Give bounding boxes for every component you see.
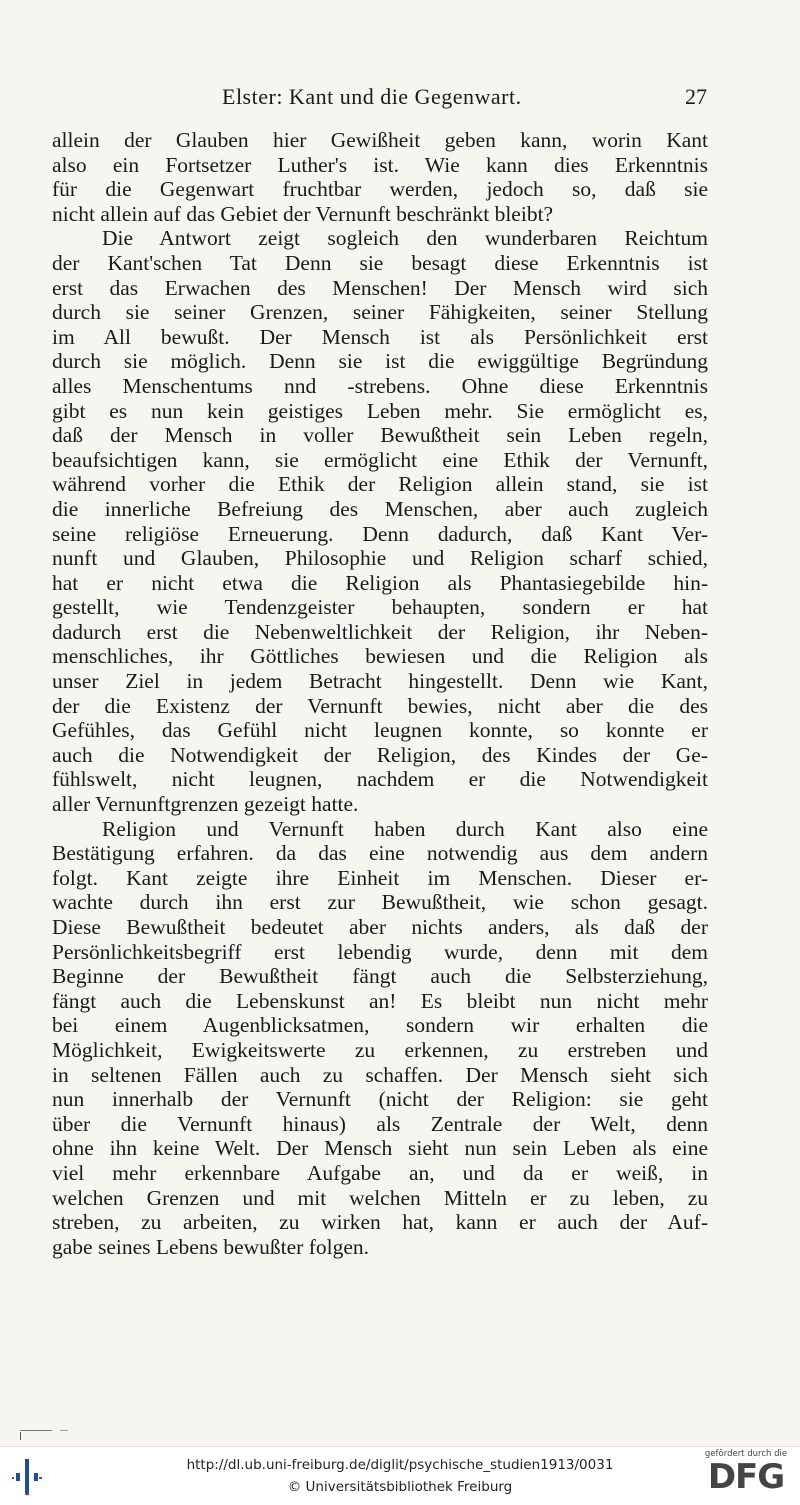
text-line: dadurch erst die Nebenweltlichkeit der Religion, ihr Neben-	[52, 619, 708, 644]
text-line: auch die Notwendigkeit der Religion, des Kindes der Ge-	[52, 742, 708, 767]
text-line: durch sie seiner Grenzen, seiner Fähigkeiten, seiner Stellung	[52, 300, 708, 325]
text-line: Gefühles, das Gefühl nicht leugnen konnte, so konnte er	[52, 718, 708, 743]
dfg-caption: gefördert durch die	[704, 1449, 788, 1459]
text-line: daß der Mensch in voller Bewußtheit sein Leben regeln,	[52, 423, 708, 448]
text-line: durch sie möglich. Denn sie ist die ewiggültige Begründung	[52, 349, 708, 374]
text-line: gabe seines Lebens bewußter folgen.	[52, 1234, 370, 1259]
viewer-footer	[0, 1446, 800, 1505]
text-line: beaufsichtigen kann, sie ermöglicht eine Ethik der Vernunft,	[52, 447, 708, 472]
text-line: während vorher die Ethik der Religion allein stand, sie ist	[52, 472, 708, 497]
text-line: wachte durch ihn erst zur Bewußtheit, wie schon gesagt.	[52, 890, 708, 915]
page-number: 27	[685, 84, 707, 109]
paragraph	[52, 128, 708, 226]
paragraph	[52, 226, 708, 816]
text-line: in seltenen Fällen auch zu schaffen. Der Mensch sieht sich	[52, 1062, 708, 1087]
text-line: erst das Erwachen des Menschen! Der Mensch wird sich	[52, 275, 708, 300]
text-line: Persönlichkeitsbegriff erst lebendig wurde, denn mit dem	[52, 939, 708, 964]
body-text	[52, 128, 708, 1259]
text-line: nicht allein auf das Gebiet der Vernunft beschränkt bleibt?	[52, 201, 554, 226]
text-line: Beginne der Bewußtheit fängt auch die Selbsterziehung,	[52, 964, 708, 989]
text-line: über die Vernunft hinaus) als Zentrale der Welt, denn	[52, 1111, 708, 1136]
text-line: allein der Glauben hier Gewißheit geben kann, worin Kant	[52, 128, 708, 152]
text-line: für die Gegenwart fruchtbar werden, jedoch so, daß sie	[52, 177, 708, 202]
text-line: hat er nicht etwa die Religion als Phantasiegebilde hin-	[52, 570, 708, 595]
text-line: folgt. Kant zeigte ihre Einheit im Menschen. Dieser er-	[52, 865, 708, 890]
text-line: bei einem Augenblicksatmen, sondern wir erhalten die	[52, 1013, 708, 1038]
text-line: menschliches, ihr Göttliches bewiesen und die Religion als	[52, 644, 708, 669]
text-line: nunft und Glauben, Philosophie und Religion scharf schied,	[52, 546, 708, 571]
page-header	[0, 84, 800, 114]
dfg-logo: DFG	[707, 1457, 785, 1497]
text-line: aller Vernunftgrenzen gezeigt hatte.	[52, 792, 359, 817]
text-line: Religion und Vernunft haben durch Kant also eine	[102, 816, 708, 841]
text-line: im All bewußt. Der Mensch ist als Persönlichkeit erst	[52, 324, 708, 349]
text-line: Die Antwort zeigt sogleich den wunderbaren Reichtum	[102, 226, 708, 251]
text-line: fängt auch die Lebenskunst an! Es bleibt nun nicht mehr	[52, 988, 708, 1013]
text-line: der Kant'schen Tat Denn sie besagt diese Erkenntnis ist	[52, 250, 708, 275]
text-line: der die Existenz der Vernunft bewies, nicht aber die des	[52, 693, 708, 718]
text-line: die innerliche Befreiung des Menschen, aber auch zugleich	[52, 496, 708, 521]
text-line: also ein Fortsetzer Luther's ist. Wie kann dies Erkenntnis	[52, 152, 708, 177]
running-title: Elster: Kant und die Gegenwart.	[222, 84, 522, 109]
text-line: alles Menschentums nnd -strebens. Ohne diese Erkenntnis	[52, 373, 708, 398]
text-line: unser Ziel in jedem Betracht hingestellt. Denn wie Kant,	[52, 669, 708, 694]
text-line: Bestätigung erfahren. da das eine notwendig aus dem andern	[52, 841, 708, 866]
text-line: fühlswelt, nicht leugnen, nachdem er die Notwendigkeit	[52, 767, 708, 792]
text-line: nun innerhalb der Vernunft (nicht der Religion: sie geht	[52, 1087, 708, 1112]
scan-marks	[20, 1424, 80, 1442]
text-line: Möglichkeit, Ewigkeitswerte zu erkennen, zu erstreben und	[52, 1037, 708, 1062]
text-line: Diese Bewußtheit bedeutet aber nichts anders, als daß der	[52, 915, 708, 939]
text-line: welchen Grenzen und mit welchen Mitteln er zu leben, zu	[52, 1185, 708, 1210]
paragraph	[52, 817, 708, 1260]
text-line: streben, zu arbeiten, zu wirken hat, kann er auch der Auf-	[52, 1210, 708, 1235]
text-line: gibt es nun kein geistiges Leben mehr. Sie ermöglicht es,	[52, 398, 708, 423]
text-line: gestellt, wie Tendenzgeister behaupten, sondern er hat	[52, 595, 708, 620]
text-line: ohne ihn keine Welt. Der Mensch sieht nun sein Leben als eine	[52, 1136, 708, 1161]
text-line: seine religiöse Erneuerung. Denn dadurch, daß Kant Ver-	[52, 521, 708, 546]
text-line: viel mehr erkennbare Aufgabe an, und da er weiß, in	[52, 1160, 708, 1185]
permalink-link[interactable]: http://dl.ub.uni-freiburg.de/diglit/psychische_studien1913/0031	[186, 1457, 614, 1473]
copyright-notice: © Universitätsbibliothek Freiburg	[287, 1479, 513, 1495]
